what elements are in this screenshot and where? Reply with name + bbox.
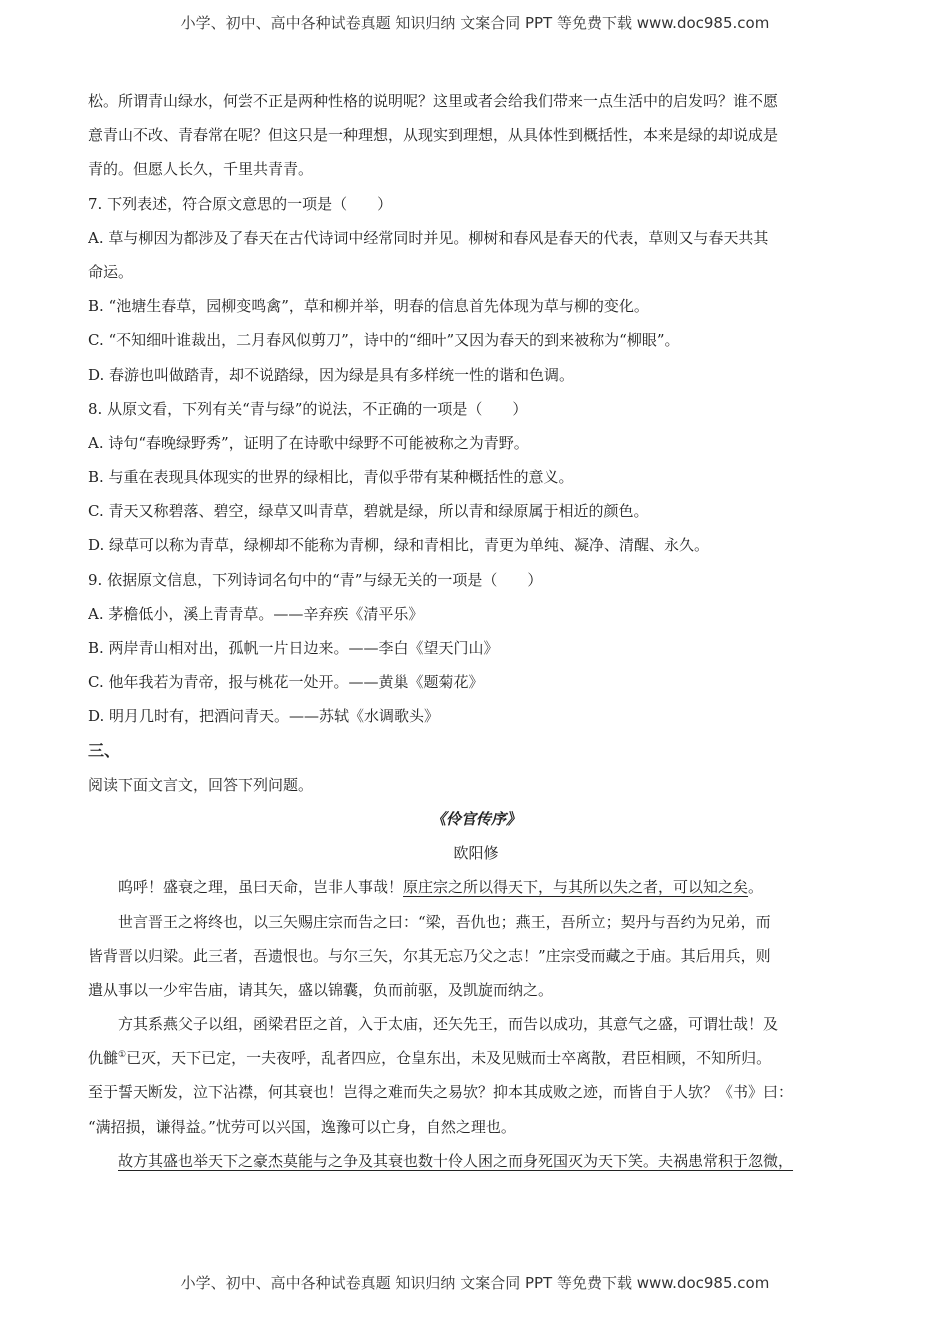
question-7-option-a-cont: 命运。	[88, 262, 134, 281]
passage-line: 青的。但愿人长久，千里共青青。	[88, 160, 314, 179]
underlined-sentence: 夫祸患常积于忽微，	[658, 1151, 794, 1170]
essay-paragraph-2: 世言晋王之将终也，以三矢赐庄宗而告之曰：“梁，吾仇也；燕王，吾所立；契丹与吾约为兄弟，而	[118, 912, 771, 931]
question-9-option-c: C. 他年我若为青帝，报与桃花一处开。——黄巢《题菊花》	[88, 673, 484, 692]
question-9-option-b: B. 两岸青山相对出，孤帆一片日边来。——李白《望天门山》	[88, 639, 499, 657]
question-8-option-c: C. 青天又称碧落、碧空，绿草又叫青草，碧就是绿，所以青和绿原属于相近的颜色。	[88, 502, 649, 521]
essay-paragraph-2-line: 遣从事以一少牢告庙，请其矢，盛以锦囊，负而前驱，及凯旋而纳之。	[88, 980, 554, 999]
essay-paragraph-2-line: 皆背晋以归梁。此三者，吾遗恨也。与尔三矢，尔其无忘乃父之志！”庄宗受而藏之于庙。其后用兵，则	[88, 946, 771, 965]
essay-title: 《伶官传序》	[430, 809, 521, 828]
question-9-option-a: A. 茅檐低小，溪上青青草。——辛弃疾《清平乐》	[88, 604, 424, 623]
essay-paragraph-3-line	[88, 1041, 864, 1075]
document-body	[88, 84, 864, 1178]
question-8-option-a: A. 诗句“春晚绿野秀”，证明了在诗歌中绿野不可能被称之为青野。	[88, 433, 529, 452]
page-footer: 小学、初中、高中各种试卷真题 知识归纳 文案合同 PPT 等免费下载 www.doc985.com	[180, 1274, 770, 1292]
essay-paragraph-3-line: “满招损，谦得益。”忧劳可以兴国，逸豫可以亡身，自然之理也。	[88, 1117, 516, 1136]
footnote-marker: ①	[118, 1050, 127, 1061]
question-8-stem: 8. 从原文看，下列有关“青与绿”的说法，不正确的一项是（ ）	[88, 399, 528, 418]
section-instruction: 阅读下面文言文，回答下列问题。	[88, 775, 314, 794]
essay-paragraph-3-line: 至于誓天断发，泣下沾襟，何其衰也！岂得之难而失之易欤？抑本其成败之迹，而皆自于人欤？《书》曰：	[88, 1083, 794, 1102]
question-9-stem: 9. 依据原文信息，下列诗词名句中的“青”与绿无关的一项是（ ）	[88, 570, 543, 589]
essay-text: 已灭，天下已定，一夫夜呼，乱者四应，仓皇东出，未及见贼而士卒离散，君臣相顾，不知所归。	[126, 1049, 772, 1068]
essay-text: 。	[748, 878, 764, 897]
essay-text: 仇雠	[88, 1049, 119, 1068]
question-7-option-c: C. “不知细叶谁裁出，二月春风似剪刀”，诗中的“细叶”又因为春天的到来被称为“柳眼”。	[88, 331, 680, 350]
passage-line: 松。所谓青山绿水，何尝不正是两种性格的说明呢？这里或者会给我们带来一点生活中的启发吗？谁不愿	[88, 92, 779, 110]
essay-paragraph-3: 方其系燕父子以组，函梁君臣之首，入于太庙，还矢先王，而告以成功，其意气之盛，可谓壮哉！及	[118, 1015, 779, 1034]
question-7-stem: 7. 下列表述，符合原文意思的一项是（ ）	[88, 194, 393, 213]
question-7-option-a: A. 草与柳因为都涉及了春天在古代诗词中经常同时并见。柳树和春风是春天的代表，草则又与春天共其	[88, 228, 769, 247]
question-7-option-b: B. “池塘生春草，园柳变鸣禽”，草和柳并举，明春的信息首先体现为草与柳的变化。	[88, 297, 649, 316]
essay-author: 欧阳修	[453, 844, 499, 863]
underlined-passage: 故方其盛也举天下之豪杰莫能与之争及其衰也数十伶人困之而身死国灭为天下笑。	[118, 1151, 659, 1170]
essay-paragraph-1	[88, 870, 864, 904]
question-7-option-d: D. 春游也叫做踏青，却不说踏绿，因为绿是具有多样统一性的谐和色调。	[88, 365, 575, 384]
section-heading: 三、	[88, 740, 121, 760]
page-header: 小学、初中、高中各种试卷真题 知识归纳 文案合同 PPT 等免费下载 www.doc985.com	[180, 14, 770, 32]
underlined-sentence: 原庄宗之所以得天下，与其所以失之者，可以知之矣	[403, 878, 749, 897]
question-8-option-d: D. 绿草可以称为青草，绿柳却不能称为青柳，绿和青相比，青更为单纯、凝净、清醒、永久。	[88, 536, 710, 555]
essay-paragraph-4	[88, 1144, 864, 1178]
passage-line: 意青山不改、青春常在呢？但这只是一种理想，从现实到理想，从具体性到概括性，本来是绿的却说成是	[88, 126, 779, 145]
question-9-option-d: D. 明月几时有，把酒问青天。——苏轼《水调歌头》	[88, 707, 440, 726]
essay-text: 呜呼！盛衰之理，虽曰天命，岂非人事哉！	[118, 878, 404, 897]
question-8-option-b: B. 与重在表现具体现实的世界的绿相比，青似乎带有某种概括性的意义。	[88, 468, 574, 487]
